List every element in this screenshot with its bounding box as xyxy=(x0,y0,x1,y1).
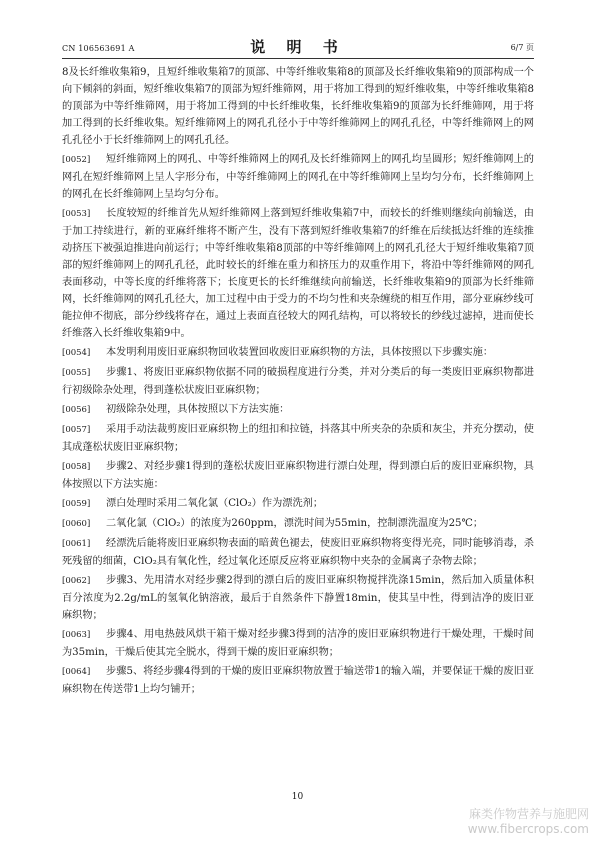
paragraph-0053 xyxy=(62,205,534,342)
paragraph-number: [0061] xyxy=(62,539,91,549)
paragraph-text: 步骤2、对经步骤1得到的蓬松状废旧亚麻织物进行漂白处理，得到漂白后的废旧亚麻织物，具体按照以下方法实施： xyxy=(62,461,534,490)
paragraph-text: 步骤3、先用清水对经步骤2得到的漂白后的废旧亚麻织物搅拌洗涤15min，然后加入质量体积百分浓度为2.2g/mL的氢氧化钠溶液，最后于自然条件下静置18min，使其呈中性，得到洁净的废旧亚麻织物； xyxy=(62,575,534,621)
paragraph-number: [0060] xyxy=(62,519,91,529)
paragraph-0063 xyxy=(62,626,534,661)
page-indicator: 6/7 页 xyxy=(510,43,534,52)
watermark-site-name: 麻类作物营养与施肥网 xyxy=(468,807,589,821)
paragraph-text: 步骤1、将废旧亚麻织物依据不同的破损程度进行分类，并对分类后的每一类废旧亚麻织物都进行初级除杂处理，得到蓬松状废旧亚麻织物； xyxy=(62,367,534,396)
paragraph-text: 短纤维筛网上的网孔、中等纤维筛网上的网孔及长纤维筛网上的网孔均呈圆形；短纤维筛网上的网孔在短纤维筛网上呈人字形分布，中等纤维筛网上的网孔在中等纤维筛网上呈均匀分布，长纤维筛网上的网孔在长纤维筛网上呈均匀分布。 xyxy=(62,154,534,200)
site-watermark xyxy=(468,805,589,836)
paragraph-text: 漂白处理时采用二氧化氯（ClO₂）作为漂洗剂； xyxy=(106,498,324,509)
paragraph-0058 xyxy=(62,458,534,493)
paragraph-text: 步骤4、用电热鼓风烘干箱干燥对经步骤3得到的洁净的废旧亚麻织物进行干燥处理，干燥时间为35min，干燥后使其完全脱水，得到干燥的废旧亚麻织物； xyxy=(62,629,534,658)
document-body xyxy=(62,64,534,700)
paragraph-0055 xyxy=(62,364,534,399)
paragraph-0059 xyxy=(62,495,534,513)
paragraph-0061 xyxy=(62,535,534,570)
paragraph-0052 xyxy=(62,151,534,203)
header-rule xyxy=(62,58,534,59)
paragraph-number: [0062] xyxy=(62,576,91,586)
paragraph-text: 8及长纤维收集箱9，且短纤维收集箱7的顶部、中等纤维收集箱8的顶部及长纤维收集箱9的顶部构成一个向下倾斜的斜面，短纤维收集箱7的顶部为短纤维筛网，用于将加工得到的短纤维收集，中等纤维收集箱8的顶部为中等纤维筛网，用于将加工得到的中长纤维收集，长纤维收集箱9的顶部为长纤维筛网，用于将加工得到的长纤维收集。短纤维筛网上的网孔孔径小于中等纤维筛网上的网孔孔径，中等纤维筛网上的网孔孔径小于长纤维筛网上的网孔孔径。 xyxy=(62,67,534,146)
paragraph-text: 初级除杂处理，具体按照以下方法实施： xyxy=(106,404,290,415)
paragraph-0057 xyxy=(62,421,534,456)
paragraph-0060 xyxy=(62,515,534,533)
paragraph-0064 xyxy=(62,663,534,698)
page-header xyxy=(62,35,534,57)
patent-number: CN 106563691 A xyxy=(62,44,135,53)
paragraph-text: 长度较短的纤维首先从短纤维筛网上落到短纤维收集箱7中，而较长的纤维则继续向前输送，由于加工持续进行，新的亚麻纤维将不断产生，没有下落到短纤维收集箱7的纤维在后续抵达纤维的连续推动挤压下被强迫推进向前运行；中等纤维收集箱8顶部的中等纤维筛网上的网孔孔径大于短纤维收集箱7顶部的短纤维筛网上的网孔孔径，此时较长的纤维在重力和挤压力的双重作用下，将沿中等纤维筛网的网孔表面移动，中等长度的纤维将落下；长度更长的长纤维继续向前输送，长纤维收集箱9的顶部为长纤维筛网，长纤维筛网的网孔孔径大，加工过程中由于受力的不均匀性和夹杂缠绕的相互作用，部分亚麻纱线可能拉伸不彻底，部分纱线将存在，通过上表面直径较大的网孔结构，可以将较长的纱线过滤掉，进而使长纤维落入长纤维收集箱9中。 xyxy=(62,208,534,339)
paragraph-continuation xyxy=(62,64,534,149)
paragraph-text: 二氧化氯（ClO₂）的浓度为260ppm，漂洗时间为55min，控制漂洗温度为25℃； xyxy=(106,518,484,529)
paragraph-number: [0056] xyxy=(62,405,91,415)
page-number: 10 xyxy=(291,792,304,802)
paragraph-number: [0052] xyxy=(62,155,91,165)
paragraph-number: [0063] xyxy=(62,630,91,640)
document-title: 说 明 书 xyxy=(250,38,346,56)
paragraph-number: [0055] xyxy=(62,368,91,378)
paragraph-number: [0054] xyxy=(62,348,91,358)
paragraph-text: 本发明利用废旧亚麻织物回收装置回收废旧亚麻织物的方法，具体按照以下步骤实施： xyxy=(106,347,494,358)
paragraph-0062 xyxy=(62,572,534,624)
paragraph-0054 xyxy=(62,344,534,362)
paragraph-text: 经漂洗后能将废旧亚麻织物表面的暗黄色褪去，使废旧亚麻织物将变得光亮，同时能够消毒，杀死残留的细菌，ClO₂具有氧化性，经过氧化还原反应将亚麻织物中夹杂的金属离子杂物去除； xyxy=(62,538,534,567)
paragraph-0056 xyxy=(62,401,534,419)
watermark-url: www.fibercrops.com xyxy=(467,822,589,836)
paragraph-number: [0057] xyxy=(62,425,91,435)
paragraph-text: 采用手动法裁剪废旧亚麻织物上的纽扣和拉链，抖落其中所夹杂的杂质和灰尘，并充分摆动，使其成蓬松状废旧亚麻织物； xyxy=(62,424,534,453)
paragraph-number: [0053] xyxy=(62,209,91,219)
paragraph-number: [0058] xyxy=(62,462,91,472)
paragraph-number: [0059] xyxy=(62,499,91,509)
paragraph-text: 步骤5、将经步骤4得到的干燥的废旧亚麻织物放置于输送带1的输入端，并要保证干燥的废旧亚麻织物在传送带1上均匀铺开； xyxy=(62,666,534,695)
paragraph-number: [0064] xyxy=(62,667,91,677)
